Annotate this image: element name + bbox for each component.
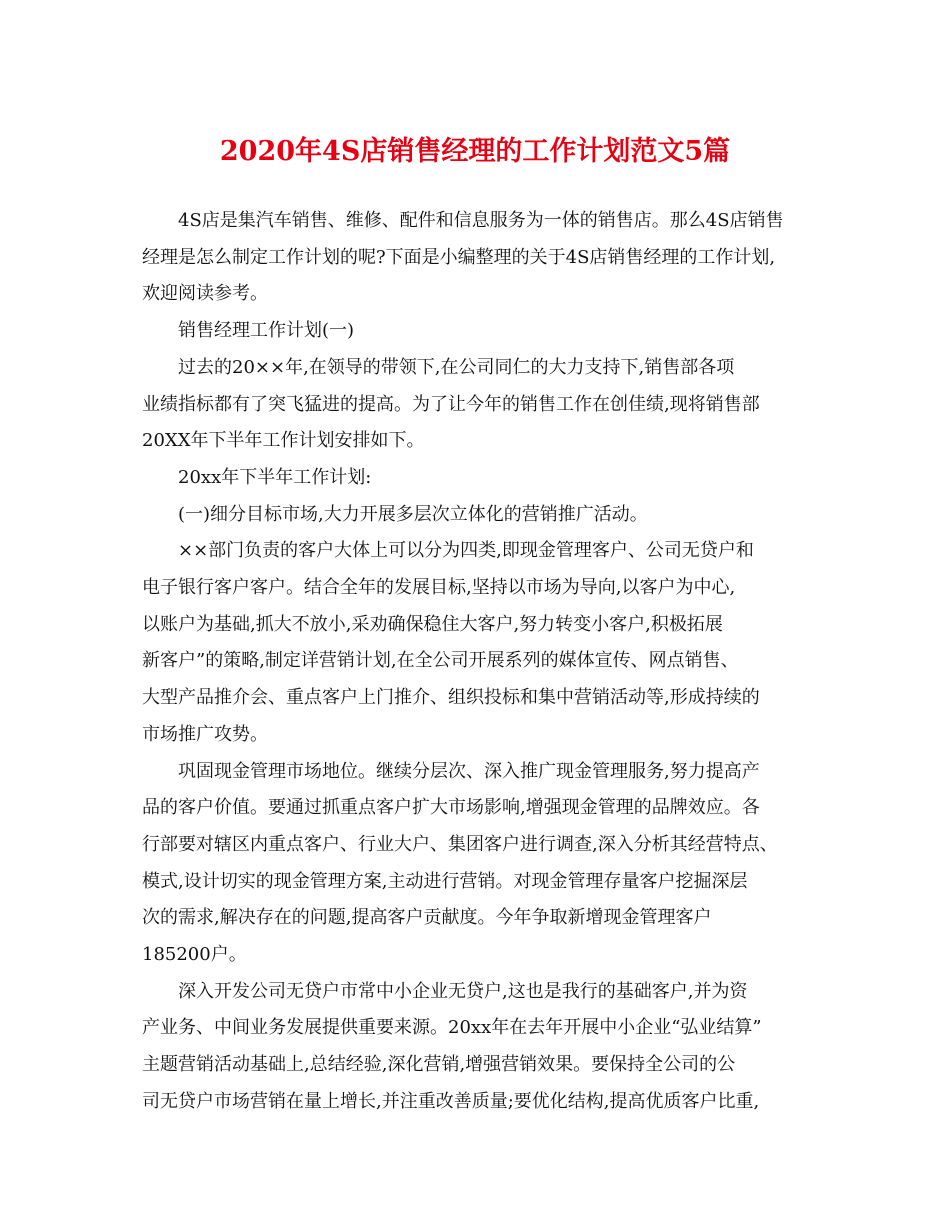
text-line: 巩固现金管理市场地位。继续分层次、深入推广现金管理服务,努力提高产 bbox=[178, 761, 760, 782]
text-line: 市场推广攻势。 bbox=[142, 724, 268, 745]
text-line: 产业务、中间业务发展提供重要来源。20xx年在去年开展中小企业“弘业结算” bbox=[142, 1017, 762, 1038]
text-line: 次的需求,解决存在的问题,提高客户贡献度。今年争取新增现金管理客户 bbox=[142, 907, 712, 928]
text-line: 185200户。 bbox=[142, 944, 247, 965]
text-line: 20XX年下半年工作计划安排如下。 bbox=[142, 430, 425, 451]
text-line: 模式,设计切实的现金管理方案,主动进行营销。对现金管理存量客户挖掘深层 bbox=[142, 871, 748, 892]
text-line: 电子银行客户客户。结合全年的发展目标,坚持以市场为导向,以客户为中心, bbox=[142, 577, 736, 598]
text-line: 过去的20××年,在领导的带领下,在公司同仁的大力支持下,销售部各项 bbox=[178, 357, 735, 378]
text-line: 深入开发公司无贷户市常中小企业无贷户,这也是我行的基础客户,并为资 bbox=[178, 981, 748, 1002]
text-line: 以账户为基础,抓大不放小,采劝确保稳住大客户,努力转变小客户,积极拓展 bbox=[142, 614, 723, 635]
text-line: 欢迎阅读参考。 bbox=[142, 283, 268, 304]
text-line: 20xx年下半年工作计划: bbox=[178, 467, 372, 488]
text-line: 业绩指标都有了突飞猛进的提高。为了让今年的销售工作在创佳绩,现将销售部 bbox=[142, 394, 760, 415]
text-line: 主题营销活动基础上,总结经验,深化营销,增强营销效果。要保持全公司的公 bbox=[142, 1054, 736, 1075]
text-line: 品的客户价值。要通过抓重点客户扩大市场影响,增强现金管理的品牌效应。各 bbox=[142, 797, 760, 818]
text-line: 销售经理工作计划(一) bbox=[178, 320, 355, 341]
text-line: 司无贷户市场营销在量上增长,并注重改善质量;要优化结构,提高优质客户比重, bbox=[142, 1091, 760, 1112]
text-line: ××部门负责的客户大体上可以分为四类,即现金管理客户、公司无贷户和 bbox=[178, 540, 754, 561]
text-line: 新客户”的策略,制定详营销计划,在全公司开展系列的媒体宣传、网点销售、 bbox=[142, 650, 739, 671]
text-line: 经理是怎么制定工作计划的呢?下面是小编整理的关于4S店销售经理的工作计划, bbox=[142, 247, 776, 268]
text-line: 大型产品推介会、重点客户上门推介、组织投标和集中营销活动等,形成持续的 bbox=[142, 687, 760, 708]
text-line: 行部要对辖区内重点客户、行业大户、集团客户进行调查,深入分析其经营特点、 bbox=[142, 834, 778, 855]
text-line: (一)细分目标市场,大力开展多层次立体化的营销推广活动。 bbox=[178, 504, 648, 525]
text-line: 4S店是集汽车销售、维修、配件和信息服务为一体的销售店。那么4S店销售 bbox=[178, 210, 784, 231]
page-title: 2020年4S店销售经理的工作计划范文5篇 bbox=[219, 136, 731, 167]
